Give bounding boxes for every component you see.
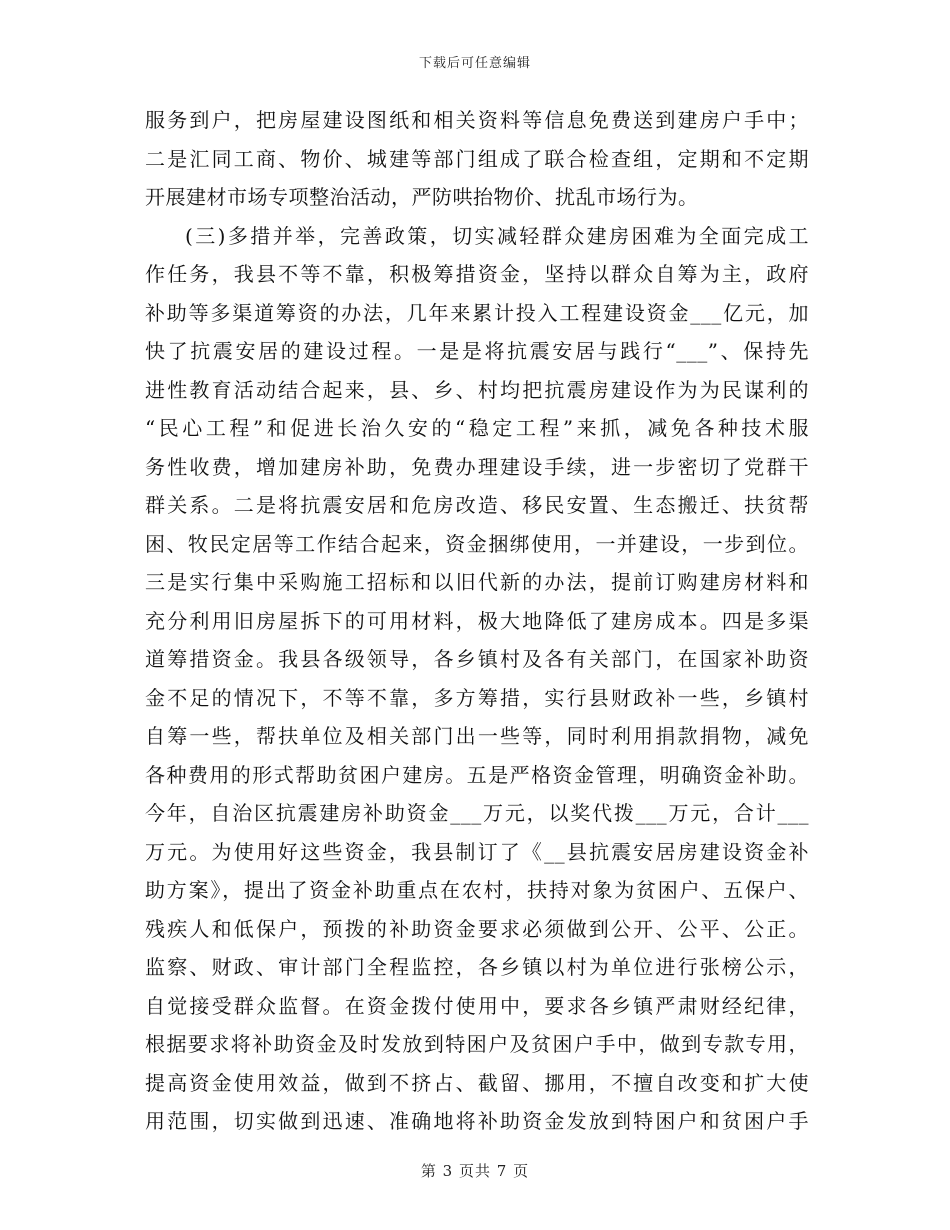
text-line: 开展建材市场专项整治活动，严防哄抬物价、扰乱市场行为。: [145, 185, 699, 209]
text-line: “民心工程”和促进长治久安的“稳定工程”来抓，减免各种技术服: [145, 416, 809, 440]
text-line: 进性教育活动结合起来，县、乡、村均把抗震房建设作为为民谋利的: [145, 377, 809, 402]
text-line: 二是汇同工商、物价、城建等部门组成了联合检查组，定期和不定期: [145, 146, 809, 171]
text-line: 今年，自治区抗震建房补助资金___万元，以奖代拨___万元，合计___: [145, 801, 809, 825]
page-footer: 第 3 页共 7 页: [420, 1162, 530, 1180]
text-line: 自觉接受群众监督。在资金拨付使用中，要求各乡镇严肃财经纪律，: [145, 993, 809, 1018]
text-line: 自筹一些，帮扶单位及相关部门出一些等，同时利用捐款捐物，减免: [145, 724, 809, 748]
text-line: 金不足的情况下，不等不靠，多方筹措，实行县财政补一些，乡镇村: [145, 685, 809, 710]
text-line: 根据要求将补助资金及时发放到特困户及贫困户手中，做到专款专用，: [145, 1032, 809, 1056]
text-line: 三是实行集中采购施工招标和以旧代新的办法，提前订购建房材料和: [145, 570, 809, 594]
text-line: 快了抗震安居的建设过程。一是是将抗震安居与践行“___”、保持先: [145, 339, 809, 363]
text-line: 补助等多渠道筹资的办法，几年来累计投入工程建设资金___亿元，加: [145, 300, 809, 325]
text-line: 充分利用旧房屋拆下的可用材料，极大地降低了建房成本。四是多渠: [145, 608, 809, 633]
text-line: 道筹措资金。我县各级领导，各乡镇村及各有关部门，在国家补助资: [145, 647, 809, 671]
document-body: [145, 101, 809, 1141]
page-header: 下载后可任意编辑: [418, 56, 531, 71]
text-line: (三)多措并举，完善政策，切实减轻群众建房困难为全面完成工: [185, 223, 809, 248]
text-line: 助方案》，提出了资金补助重点在农村，扶持对象为贫困户、五保户、: [145, 878, 809, 902]
text-line: 各种费用的形式帮助贫困户建房。五是严格资金管理，明确资金补助。: [145, 762, 809, 787]
text-line: 群关系。二是将抗震安居和危房改造、移民安置、生态搬迁、扶贫帮: [145, 493, 809, 517]
text-line: 用范围，切实做到迅速、准确地将补助资金发放到特困户和贫困户手: [145, 1109, 809, 1133]
text-line: 作任务，我县不等不靠，积极筹措资金，坚持以群众自筹为主，政府: [145, 262, 809, 286]
text-line: 万元。为使用好这些资金，我县制订了《__县抗震安居房建设资金补: [145, 839, 809, 864]
text-line: 服务到户，把房屋建设图纸和相关资料等信息免费送到建房户手中；: [145, 108, 809, 132]
text-line: 困、牧民定居等工作结合起来，资金捆绑使用，一并建设，一步到位。: [145, 531, 809, 556]
text-line: 残疾人和低保户，预拨的补助资金要求必须做到公开、公平、公正。: [145, 916, 809, 941]
text-line: 监察、财政、审计部门全程监控，各乡镇以村为单位进行张榜公示，: [145, 955, 809, 979]
text-line: 提高资金使用效益，做到不挤占、截留、挪用，不擅自改变和扩大使: [145, 1070, 809, 1095]
text-line: 务性收费，增加建房补助，免费办理建设手续，进一步密切了党群干: [145, 454, 809, 479]
